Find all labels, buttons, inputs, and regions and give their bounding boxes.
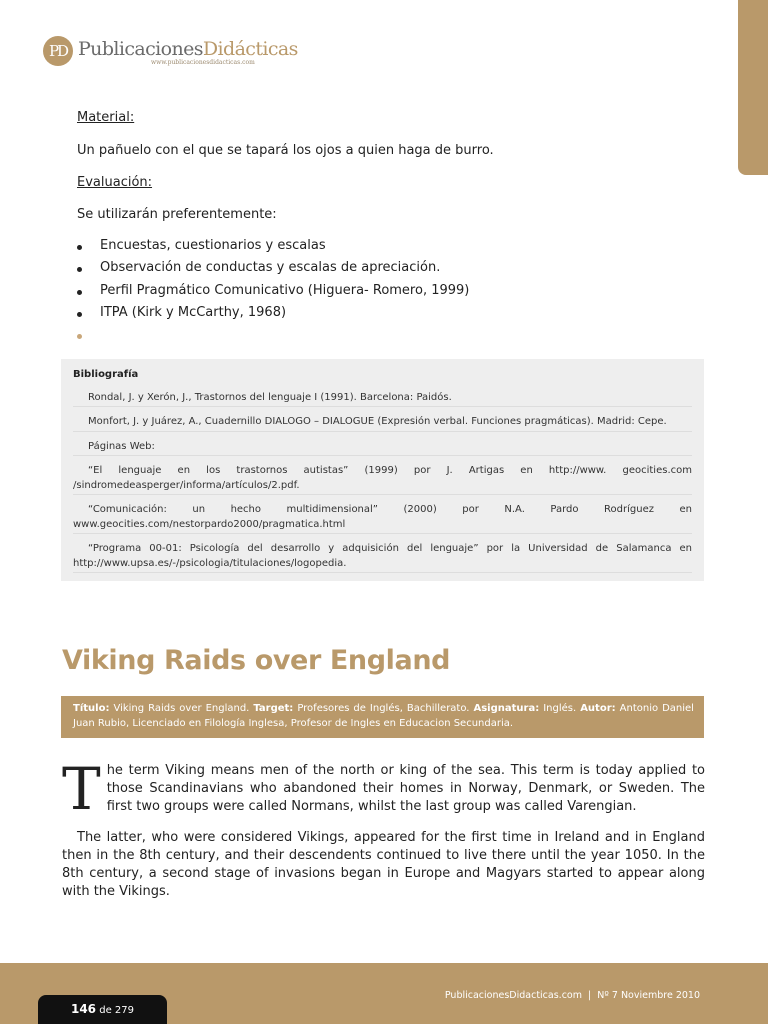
list-item: Observación de conductas y escalas de apreciación. bbox=[77, 260, 469, 282]
side-tab-decoration bbox=[738, 0, 768, 175]
list-item-empty bbox=[77, 327, 469, 349]
evaluacion-list bbox=[77, 238, 469, 349]
article-title: Viking Raids over England bbox=[62, 645, 451, 676]
footer-info bbox=[445, 990, 700, 1001]
logo-url: www.publicacionesdidacticas.com bbox=[151, 59, 255, 66]
autor-label: Autor: bbox=[580, 703, 616, 714]
bibliography-entry: “Programa 00-01: Psicología del desarrollo y adquisición del lenguaje” por la Universidad de Salamanca en http://www.upsa.es/-/psicologia/titulaciones/logopedia. bbox=[73, 542, 692, 573]
asignatura-label: Asignatura: bbox=[473, 703, 540, 714]
footer-issue: Nº 7 Noviembre 2010 bbox=[597, 990, 700, 1001]
material-heading: Material: bbox=[77, 110, 135, 125]
list-item: ITPA (Kirk y McCarthy, 1968) bbox=[77, 305, 469, 327]
material-text: Un pañuelo con el que se tapará los ojos a quien haga de burro. bbox=[77, 143, 494, 158]
logo-text bbox=[78, 38, 298, 60]
page-number-tab bbox=[38, 995, 167, 1024]
footer-site-link[interactable]: PublicacionesDidacticas.com bbox=[444, 990, 582, 1001]
bibliography-entry: Monfort, J. y Juárez, A., Cuadernillo DIALOGO – DIALOGUE (Expresión verbal. Funciones pragmáticas). Madrid: Cepe. bbox=[73, 415, 692, 432]
paragraph-1-text: he term Viking means men of the north or king of the sea. This term is today applied to those Scandinavians who abandoned their homes in Norway, Denmark, or Sweden. The first two groups were called Normans, whilst the last group was called Varengian. bbox=[106, 763, 705, 814]
article-paragraph-1 bbox=[62, 755, 705, 823]
article-info-box bbox=[61, 696, 704, 738]
bibliography-entry: “Comunicación: un hecho multidimensional” (2000) por N.A. Pardo Rodríguez en www.geocities.com/nestorpardo2000/pragmatica.html bbox=[73, 503, 692, 534]
titulo-value: Viking Raids over England. bbox=[113, 703, 250, 714]
page-total: 279 bbox=[114, 1005, 135, 1016]
footer-separator: | bbox=[588, 990, 592, 1001]
evaluacion-intro: Se utilizarán preferentemente: bbox=[77, 207, 277, 222]
article-paragraph-2: The latter, who were considered Vikings, appeared for the first time in Ireland and in England then in the 8th century, and their descendents continued to live there until the year 1050. In the 8th century, a second stage of invasions began in Europe and Magyars started to appear along with the Vikings. bbox=[62, 830, 705, 899]
logo-mark-icon: PD bbox=[43, 36, 73, 66]
list-item: Encuestas, cuestionarios y escalas bbox=[77, 238, 469, 260]
bibliography-entry: Páginas Web: bbox=[73, 440, 692, 457]
drop-cap: T bbox=[62, 755, 101, 823]
bibliography-title: Bibliografía bbox=[73, 369, 139, 380]
target-value: Profesores de Inglés, Bachillerato. bbox=[297, 703, 470, 714]
bibliography-entry: Rondal, J. y Xerón, J., Trastornos del lenguaje I (1991). Barcelona: Paidós. bbox=[73, 391, 692, 408]
list-item: Perfil Pragmático Comunicativo (Higuera- Romero, 1999) bbox=[77, 283, 469, 305]
autor-value: Antonio Daniel Juan Rubio, Licenciado en Filología Inglesa, Profesor de Ingles en Educacion Secundaria. bbox=[73, 703, 694, 729]
bibliography-entry: “El lenguaje en los trastornos autistas” (1999) por J. Artigas en http://www. geocities.com /sindromedeasperger/informa/artículos/2.pdf. bbox=[73, 464, 692, 495]
evaluacion-heading: Evaluación: bbox=[77, 175, 153, 190]
page-of: de bbox=[99, 1005, 112, 1016]
asignatura-value: Inglés. bbox=[543, 703, 577, 714]
logo-text-part1: Publicaciones bbox=[78, 38, 203, 60]
page-current: 146 bbox=[70, 1002, 97, 1016]
bibliography-box bbox=[61, 359, 704, 581]
target-label: Target: bbox=[253, 703, 294, 714]
logo-text-part2: Didácticas bbox=[202, 38, 298, 60]
titulo-label: Título: bbox=[73, 703, 110, 714]
article-info-text bbox=[73, 701, 694, 731]
